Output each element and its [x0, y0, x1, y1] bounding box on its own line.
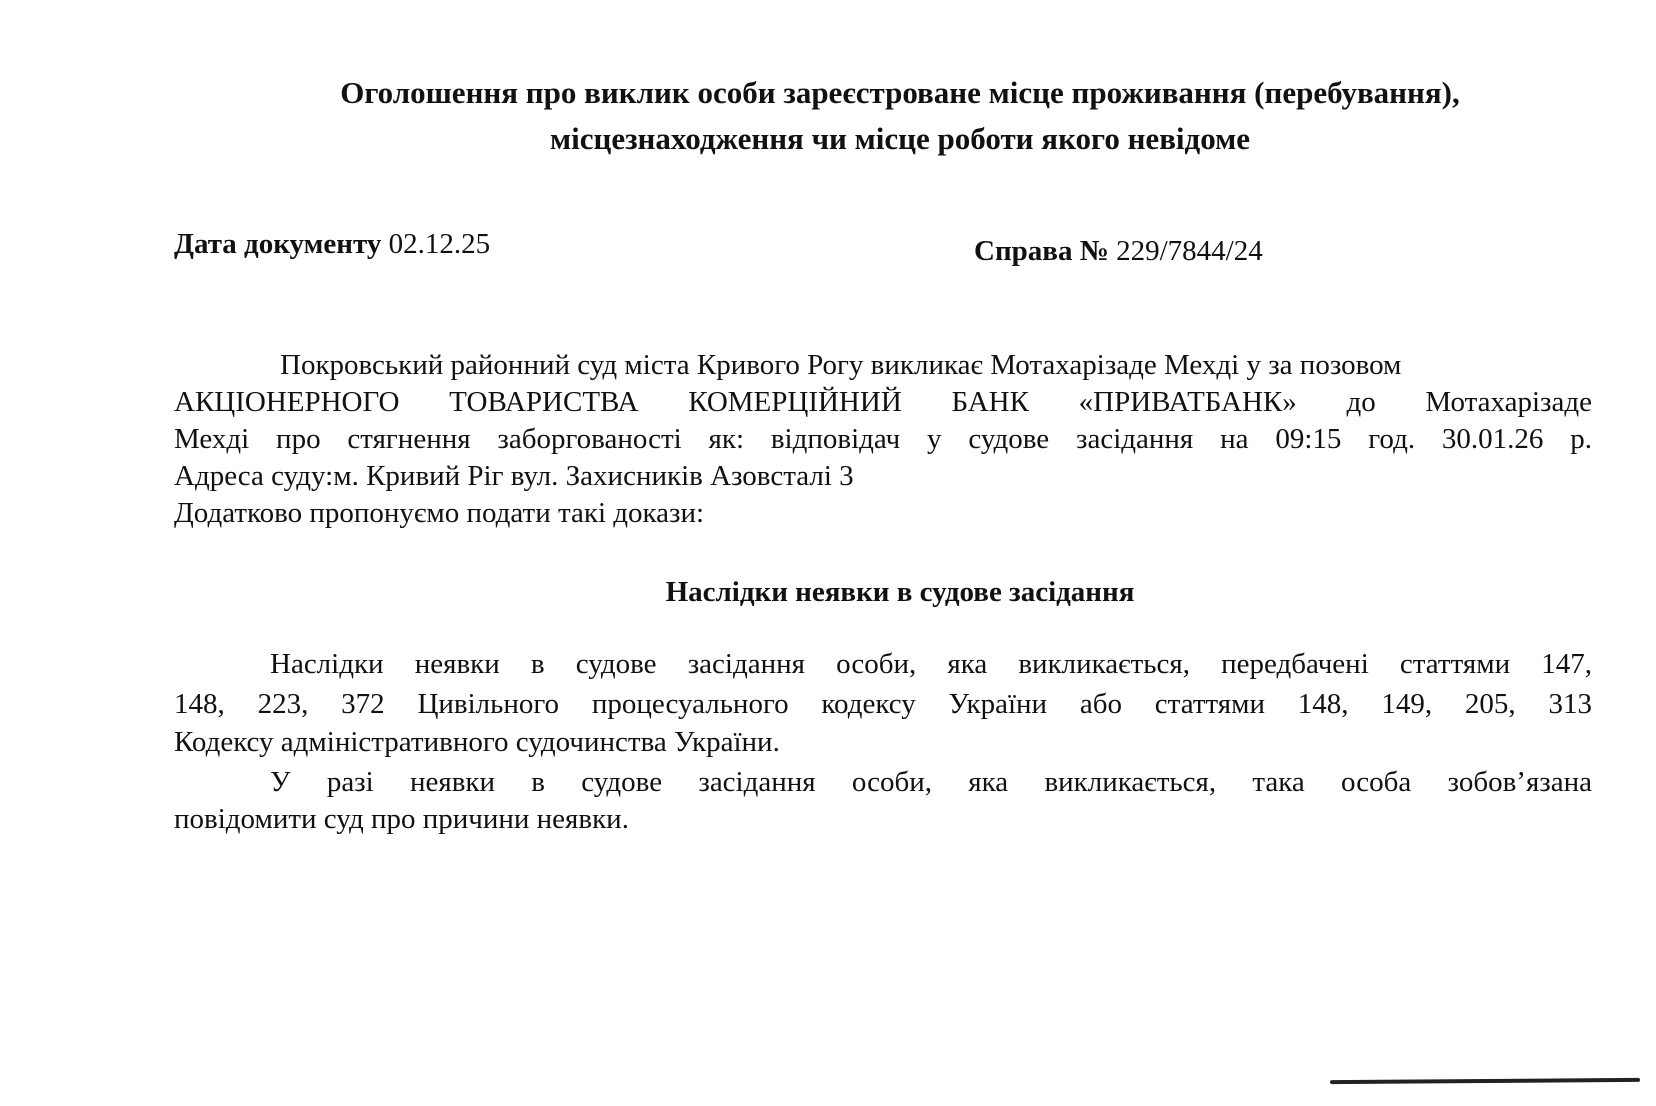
document-date — [174, 228, 490, 261]
consequences-line-4: У разі неявки в судове засідання особи, яка викликається, така особа зобов’язана — [270, 766, 1592, 798]
date-label: Дата документу — [174, 228, 382, 260]
consequences-line-2: 148, 223, 372 Цивільного процесуального кодексу України або статтями 148, 149, 205, 313 — [174, 688, 1592, 720]
consequences-line-1: Наслідки неявки в судове засідання особи, яка викликається, передбачені статтями 147, — [270, 648, 1592, 680]
title-line-2: місцезнаходження чи місце роботи якого невідоме — [549, 121, 1251, 156]
consequences-line-3: Кодексу адміністративного судочинства України. — [174, 726, 780, 758]
signature-line — [1330, 1078, 1640, 1084]
body-line-2: АКЦІОНЕРНОГО ТОВАРИСТВА КОМЕРЦІЙНИЙ БАНК «ПРИВАТБАНК» до Мотахарізаде — [174, 386, 1592, 418]
consequences-line-5: повідомити суд про причини неявки. — [174, 803, 629, 835]
body-line-1: Покровський районний суд міста Кривого Рогу викликає Мотахарізаде Мехді у за позовом — [280, 349, 1402, 381]
body-line-4: Адреса суду:м. Кривий Ріг вул. Захисників Азовсталі 3 — [174, 460, 854, 492]
body-line-3: Мехді про стягнення заборгованості як: відповідач у судове засідання на 09:15 год. 30.01.26 р. — [174, 423, 1592, 455]
document-title — [160, 70, 1640, 162]
consequences-heading: Наслідки неявки в судове засідання — [665, 576, 1135, 608]
case-value: 229/7844/24 — [1116, 235, 1263, 267]
title-line-1: Оголошення про виклик особи зареєстроване місце проживання (перебування), — [340, 75, 1460, 110]
body-line-5: Додатково пропонуємо подати такі докази: — [174, 497, 705, 529]
case-label: Справа № — [974, 235, 1109, 267]
case-number — [974, 235, 1263, 268]
date-value: 02.12.25 — [388, 228, 491, 260]
